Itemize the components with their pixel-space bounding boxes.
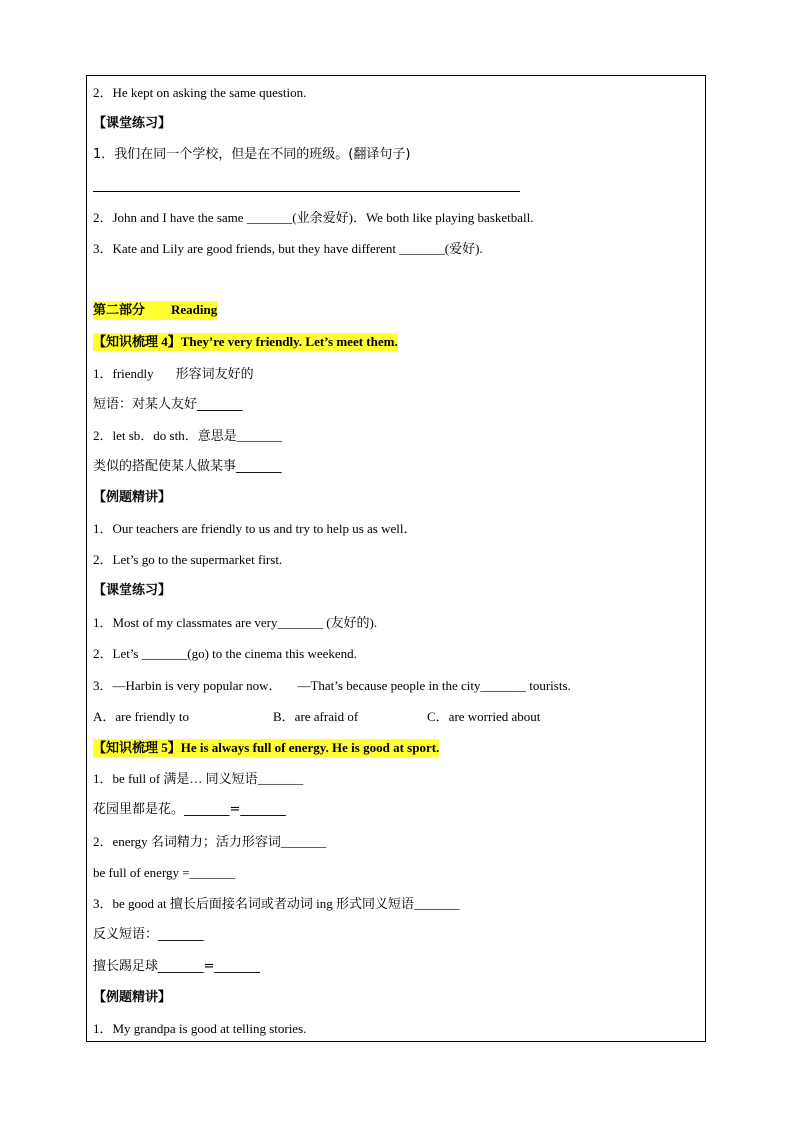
exercise-2: 2．John and I have the same _______(业余爱好)．We both like playing basketball. (93, 210, 534, 225)
antonym-phrase: 反义短语：_______ (93, 927, 204, 942)
example-2: 2．Let’s go to the supermarket first. (93, 552, 283, 567)
option-b: B．are afraid of (273, 709, 359, 724)
example-1: 1．Our teachers are friendly to us and try to help us as well． (93, 521, 417, 536)
sentence-garden: 花园里都是花。_______=_______ (93, 802, 286, 817)
example-sentence-2: 2．He kept on asking the same question. (93, 85, 307, 100)
part-two-heading (93, 301, 217, 320)
vocab-be-full-of: 1．be full of 满是… 同义短语_______ (93, 771, 304, 786)
exercise-1-translate: 1．我们在同一个学校，但是在不同的班级。(翻译句子) (93, 147, 411, 162)
part-label: 第二部分 (93, 303, 146, 318)
vocab-let: 2．let sb．do sth．意思是_______ (93, 428, 283, 443)
vocab-word: 1．friendly (93, 366, 154, 381)
answer-line (93, 191, 520, 192)
phrase-full-of-energy: be full of energy =_______ (93, 865, 236, 880)
practice-3 (93, 677, 571, 695)
knowledge-point-5-heading: 【知识梳理 5】He is always full of energy. He is good at sport. (93, 740, 440, 755)
option-a: A．are friendly to (93, 709, 190, 724)
similar-structure: 类似的搭配使某人做某事_______ (93, 459, 282, 474)
phrase-friendly-to: 短语：对某人友好_______ (93, 397, 243, 412)
practice-3-response: —That’s because people in the city_______ tourists. (297, 678, 571, 693)
vocab-meaning: 形容词友好的 (175, 367, 254, 382)
section-heading-examples: 【例题精讲】 (93, 490, 172, 505)
section-heading-practice-2: 【课堂练习】 (93, 583, 172, 598)
practice-3-question: 3．—Harbin is very popular now． (93, 678, 282, 693)
section-heading-examples-2: 【例题精讲】 (93, 990, 172, 1005)
practice-2: 2．Let’s _______(go) to the cinema this weekend. (93, 646, 357, 661)
practice-1: 1．Most of my classmates are very_______ (友好的). (93, 615, 378, 630)
vocab-energy: 2．energy 名词精力；活力形容词_______ (93, 834, 327, 849)
option-c: C．are worried about (427, 709, 541, 724)
knowledge-point-4-heading: 【知识梳理 4】They’re very friendly. Let’s meet them. (93, 334, 398, 349)
example-grandpa: 1．My grandpa is good at telling stories. (93, 1021, 307, 1036)
exercise-3: 3．Kate and Lily are good friends, but they have different _______(爱好). (93, 241, 483, 256)
vocab-friendly (93, 365, 254, 384)
part-title: Reading (171, 302, 218, 317)
section-heading-practice: 【课堂练习】 (93, 116, 172, 131)
phrase-good-at-football: 擅长踢足球_______=_______ (93, 959, 260, 974)
vocab-be-good-at: 3．be good at 擅长后面接名词或者动词 ing 形式同义短语_______ (93, 896, 460, 911)
